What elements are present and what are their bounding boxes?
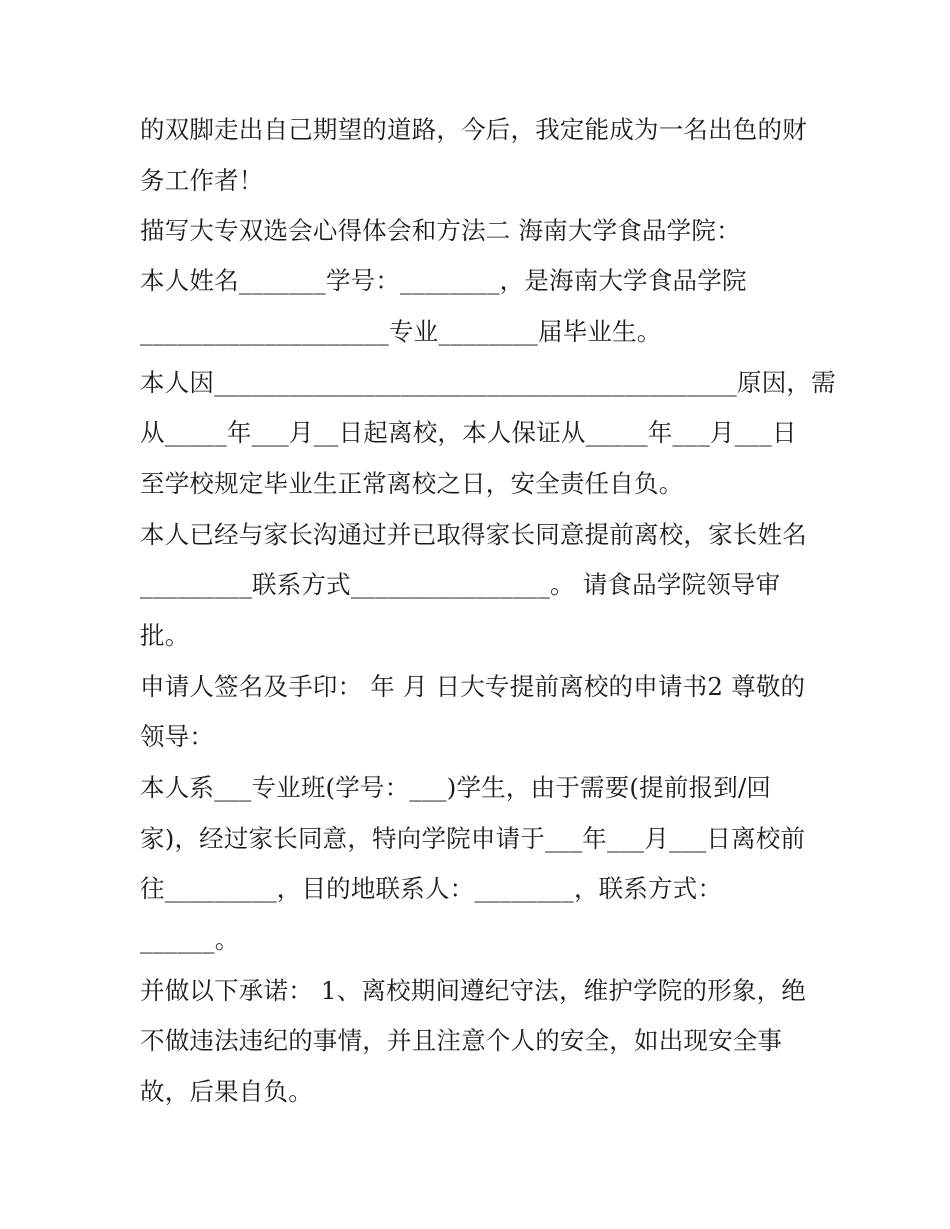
text-line-18: 并做以下承诺： 1、离校期间遵纪守法，维护学院的形象，绝	[140, 976, 806, 1005]
text-line-20: 故，后果自负。	[140, 1077, 313, 1106]
text-line-13: 领导：	[140, 722, 215, 751]
text-line-2: 务工作者！	[140, 166, 264, 195]
text-line-17: ______。	[140, 925, 240, 954]
text-line-7: 从_____年___月__日起离校，本人保证从_____年___月___日	[140, 418, 797, 447]
text-line-1: 的双脚走出自己期望的道路，今后，我定能成为一名出色的财	[140, 115, 807, 144]
text-line-16: 往_________，目的地联系人：________，联系方式：	[140, 874, 723, 903]
text-line-12: 申请人签名及手印： 年 月 日大专提前离校的申请书2 尊敬的	[140, 672, 806, 701]
text-line-9: 本人已经与家长沟通过并已取得家长同意提前离校，家长姓名	[140, 520, 807, 549]
text-line-8: 至学校规定毕业生正常离校之日，安全责任自负。	[140, 469, 684, 498]
text-line-3: 描写大专双选会心得体会和方法二 海南大学食品学院：	[140, 216, 741, 245]
text-line-6: 本人因__________________________________________原因，需	[140, 368, 836, 397]
text-line-14: 本人系___专业班(学号：___)学生，由于需要(提前报到/回	[140, 773, 772, 802]
text-line-10: _________联系方式________________。 请食品学院领导审	[140, 570, 781, 599]
text-line-15: 家)，经过家长同意，特向学院申请于___年___月___日离校前	[140, 824, 806, 853]
text-line-19: 不做违法违纪的事情，并且注意个人的安全，如出现安全事	[140, 1026, 783, 1055]
text-line-4: 本人姓名_______学号：________，是海南大学食品学院	[140, 266, 747, 295]
text-line-5: ____________________专业________届毕业生。	[140, 317, 662, 346]
text-line-11: 批。	[140, 621, 190, 650]
